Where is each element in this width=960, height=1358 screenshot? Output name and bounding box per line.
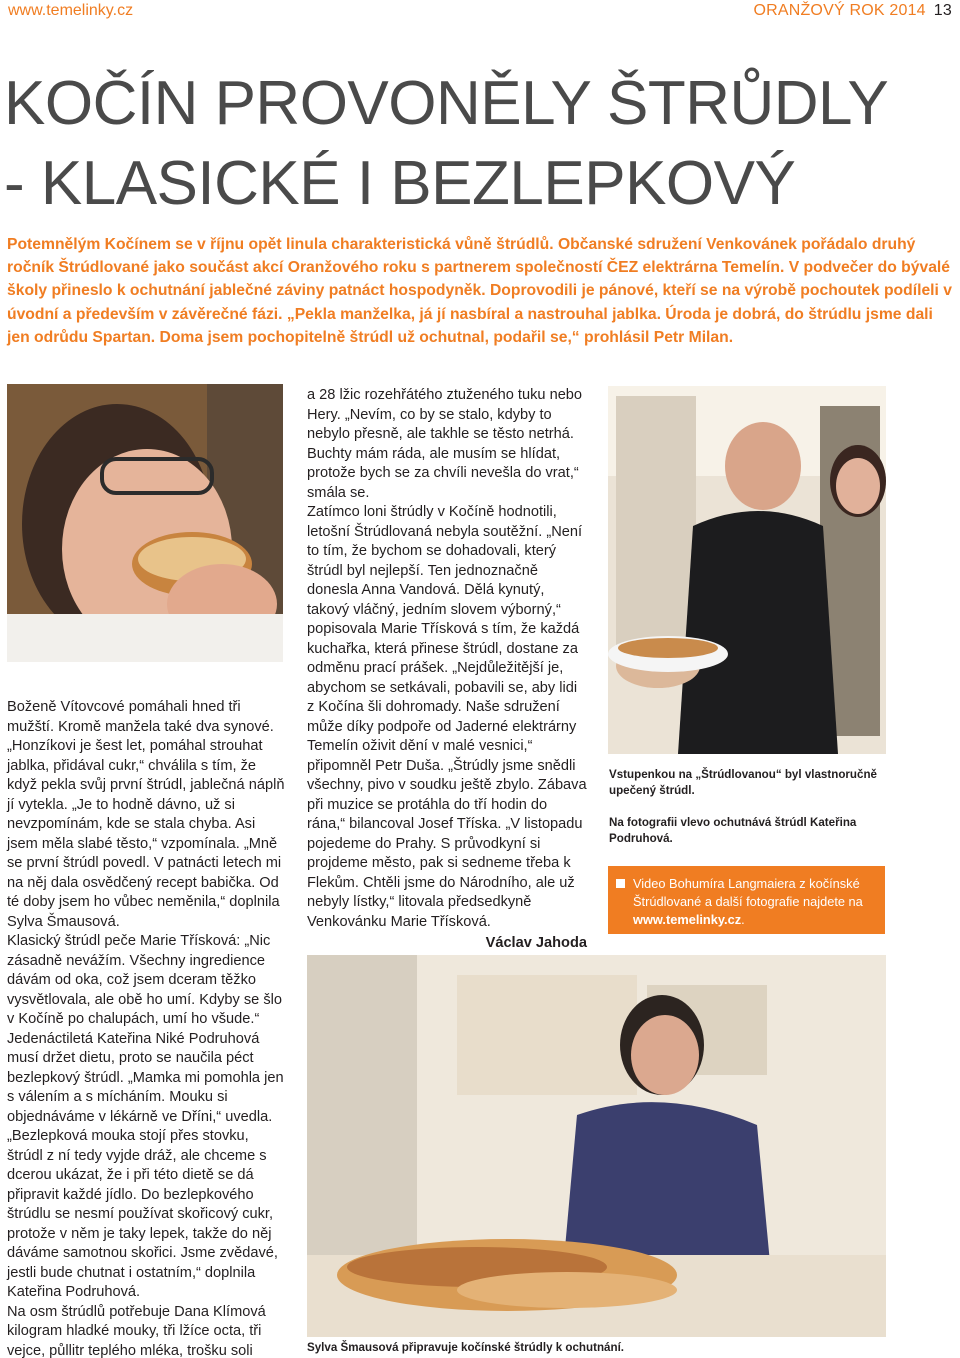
article-paragraph: Na osm štrúdlů potřebuje Dana Klímová kilogram hladké mouky, tři lžíce octa, tři vejce, půllitr teplého mléka, trošku soli — [7, 1303, 266, 1358]
article-column-middle — [307, 386, 587, 954]
page-number: 13 — [933, 2, 952, 19]
article-lead: Potemnělým Kočínem se v říjnu opět linula charakteristická vůně štrúdlů. Občanské sdružení Venkovánek pořádalo druhý ročník Štrúdlované jako součást akcí Oranžového roku s partnerem společností ČEZ elektrárna Temelín. V podvečer do bývalé školy přineslo k ochutnání jablečné záviny patnáct hospodyněk. Doprovodili je pánové, kteří se na výrobě pochoutek podíleli v úvodní a především v závěrečné fázi. „Pekla manželka, já jí nasbíral a nastrouhal jablka. Úroda je dobrá, do štrúdlu jsme dali jen odrůdu Spartan. Doma jsem pochopitelně štrúdl už ochutnal, podařil se,“ prohlásil Petr Milan. — [7, 236, 952, 346]
article-author: Václav Jahoda — [485, 935, 587, 951]
video-promo-text: Video Bohumíra Langmaiera z kočínské Štrúdlované a další fotografie najdete na — [633, 876, 863, 909]
title-line-2: - KLASICKÉ I BEZLEPKOVÝ — [4, 149, 796, 218]
bullet-square-icon — [616, 879, 625, 888]
article-paragraph: Klasický štrúdl peče Marie Třísková: „Nic zásadně nevážím. Všechny ingredience dávám od oka, což jsem dceram těžko vysvětlovala, ale obě ho umí. Kdyby se šlo v Kočíně po chalupách, umí ho všude.“ Jedenáctiletá Kateřina Niké Podruhová musí držet dietu, proto se naučila péct bezlepkový štrúdl. „Mamka mi pomohla jen s válením a s mícháním. Mouku si objednáváme v lékárně ve Dříni,“ uvedla. „Bezlepková mouka stojí přes stovku, štrúdl z ní tedy vyjde dráž, ale chceme s dcerou ukázat, že i při této dietě se dá připravit každé jídlo. Do bezlepkového štrúdlu se nesmí používat skořicový cukr, protože v něm je taky lepek, takže do něj dáváme samotnou skořici. Jsme zvědavé, jestli bude chutnat i ostatním,“ doplnila Kateřina Podruhová. — [7, 933, 284, 1300]
video-promo-box — [608, 866, 885, 934]
article-column-left — [7, 698, 287, 1358]
caption-left-photo: Na fotografii vlevo ochutnává štrúdl Kateřina Podruhová. — [609, 816, 857, 845]
caption-right-photo: Vstupenkou na „Štrúdlovanou“ byl vlastnoručně upečený štrúdl. — [609, 768, 877, 797]
article-paragraph: Zatímco loni štrúdly v Kočíně hodnotili, letošní Štrúdlovaná nebyla soutěžní. „Není to tím, že bychom se dohadovali, který štrúdl byl nejlepší. Ten jednoznačně donesla Anna Vandová. Dělá kynutý, takový vláčný, jedním slovem výborný,“ popisovala Marie Třísková s tím, že každá kuchařka, která přinese štrúdl, dostane za odměnu prací prášek. „Nejdůležitější je, abychom se setkávali, pobavili se, aby lidi z Kočína šli dohromady. Naše sdružení může díky podpoře od Jaderné elektrárny Temelín oživit dění v malé vesnici,“ připomněl Petr Duša. „Štrúdly jsme snědli všechny, pivo v soudku ještě zbylo. Zábava při muzice se protáhla do tří hodin do rána,“ bilancoval Josef Tříska. „V listopadu pojedeme do Prahy. S průvodkyní si projdeme město, pak si sedneme třeba k Flekům. Chtěli jsme do Národního, ale už nebyly lístky,“ litovala předsedkyně Venkovánku Marie Třísková. — [307, 504, 587, 930]
site-url[interactable]: www.temelinky.cz — [8, 2, 134, 19]
section-name: ORANŽOVÝ ROK 2014 — [753, 2, 926, 19]
article-paragraph: Boženě Vítovcové pomáhali hned tři mužští. Kromě manžela také dva synové. „Honzíkovi je šest let, pomáhal strouhat jablka, přidával cukr,“ chválila s tím, že když pekla svůj první štrúdl, jablečná náplň jí vytekla. „Je to hodně dávno, už si nevzpomínám, kde se stala chyba. Asi jsem měla slabé těsto,“ vzpomínala. „Mně se první štrúdl povedl. V patnácti letech mi na něj dala osvědčený recept babička. Od té doby jsem ho vůbec neměnila,“ doplnila Sylva Šmausová. — [7, 699, 285, 930]
article-paragraph: a 28 lžic rozehřátého ztuženého tuku nebo Hery. „Nevím, co by se stalo, kdyby to nebylo přesně, ale takhle se těsto netrhá. Buchty mám ráda, ale musím se hlídat, protože bych se za chvíli nevešla do vrat,“ smála se. — [307, 387, 583, 501]
caption-bottom-photo: Sylva Šmausová připravuje kočínské štrúdly k ochutnání. — [307, 1341, 625, 1354]
title-line-1: KOČÍN PROVONĚLY ŠTRŮDLY — [4, 69, 889, 138]
section-header — [753, 2, 952, 20]
photo-man-with-strudel-plate — [608, 386, 886, 754]
video-promo-tail: . — [741, 912, 745, 927]
video-promo-link[interactable]: www.temelinky.cz — [633, 912, 742, 927]
photo-woman-arranging-strudels — [307, 955, 886, 1337]
photo-woman-tasting-strudel — [7, 384, 283, 662]
article-title — [4, 64, 954, 224]
